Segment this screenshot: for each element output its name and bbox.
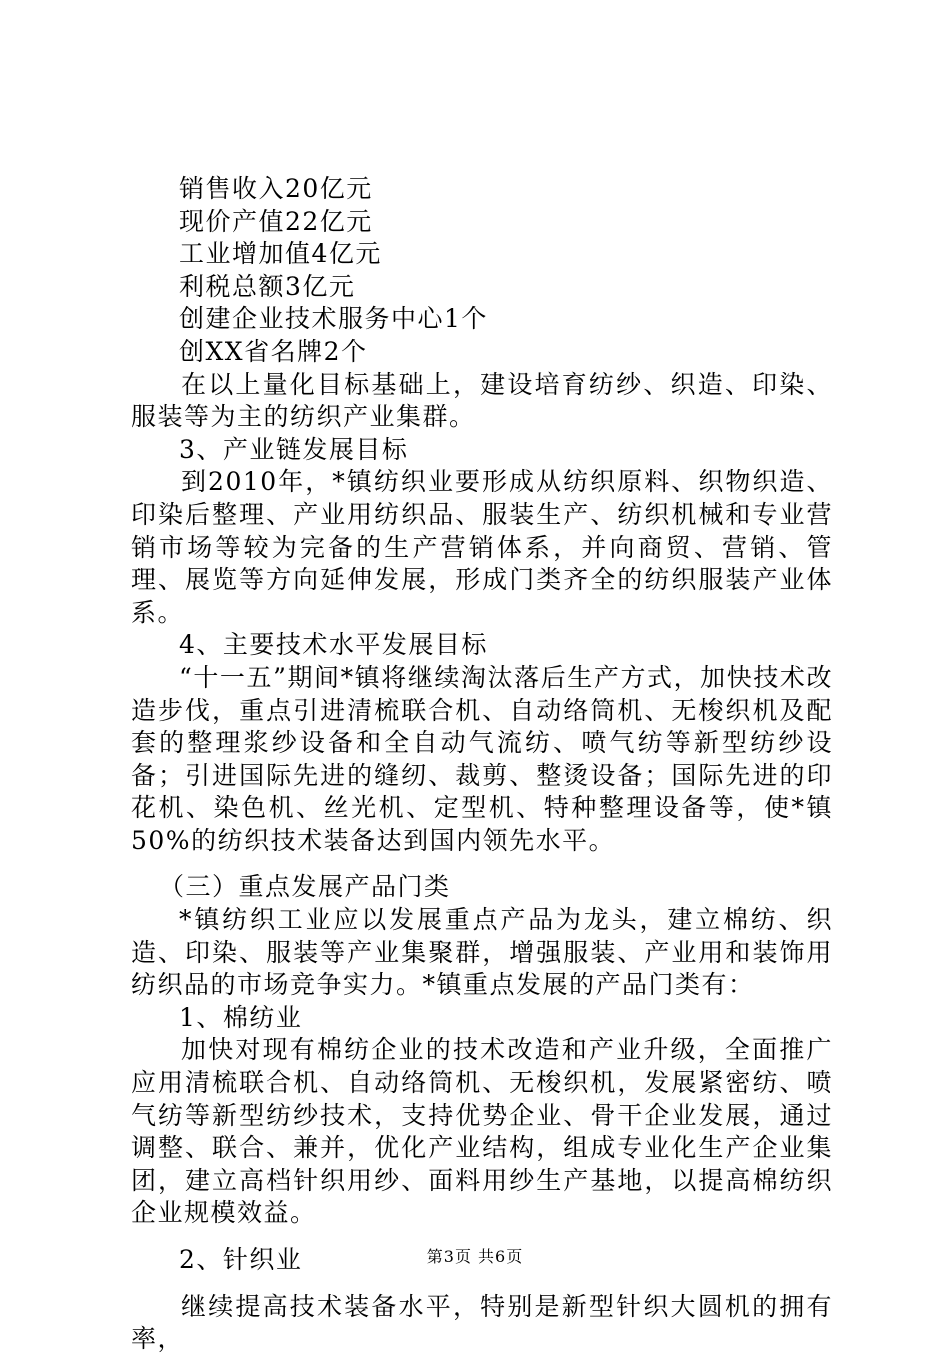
paragraph-output-value: 现价产值22亿元 (179, 206, 373, 236)
heading-cotton-spinning: 1、棉纺业 (179, 1002, 303, 1032)
paragraph-key-products: *镇纺织工业应以发展重点产品为龙头，建立棉纺、织造、印染、服装等产业集聚群，增强服装、产业用和装饰用纺织品的市场竞争实力。*镇重点发展的产品门类有： (131, 905, 833, 1000)
paragraph-industry-cluster: 在以上量化目标基础上，建设培育纺纱、织造、印染、服装等为主的纺织产业集群。 (131, 369, 833, 432)
document-body (131, 173, 833, 1356)
heading-tech-level-target: 4、主要技术水平发展目标 (179, 630, 488, 660)
paragraph-industry-chain: 到2010年，*镇纺织业要形成从纺织原料、织物织造、印染后整理、产业用纺织品、服装生产、纺织机械和专业营销市场等较为完备的生产营销体系，并向商贸、营销、管理、展览等方向延伸发展，形成门类齐全的纺织服装产业体系。 (131, 467, 833, 627)
paragraph-cotton-spinning: 加快对现有棉纺企业的技术改造和产业升级，全面推广应用清梳联合机、自动络筒机、无梭织机，发展紧密纺、喷气纺等新型纺纱技术，支持优势企业、骨干企业发展，通过调整、联合、兼并，优化产业结构，组成专业化生产企业集团，建立高档针织用纱、面料用纱生产基地，以提高棉纺织企业规模效益。 (131, 1035, 833, 1228)
page-footer (0, 1244, 950, 1267)
heading-knitting: 2、针织业 (179, 1245, 303, 1274)
paragraph-tech-level: “十一五”期间*镇将继续淘汰落后生产方式，加快技术改造步伐，重点引进清梳联合机、自动络筒机、无梭织机及配套的整理浆纱设备和全自动气流纺、喷气纺等新型纺纱设备；引进国际先进的缝纫、裁剪、整烫设备；国际先进的印花机、染色机、丝光机、定型机、特种整理设备等，使*镇50%的纺织技术装备达到国内领先水平。 (131, 662, 833, 855)
heading-industry-chain-target: 3、产业链发展目标 (179, 434, 409, 464)
paragraph-tech-service-center: 创建企业技术服务中心1个 (179, 304, 488, 334)
paragraph-provincial-brand: 创XX省名牌2个 (179, 336, 368, 366)
paragraph-industrial-added-value: 工业增加值4亿元 (179, 239, 382, 269)
page-number: 第3页 共6页 (426, 1247, 524, 1266)
paragraph-profit-tax: 利税总额3亿元 (179, 271, 356, 301)
paragraph-sales-revenue: 销售收入20亿元 (179, 174, 373, 203)
paragraph-knitting: 继续提高技术装备水平，特别是新型针织大圆机的拥有率， (131, 1291, 833, 1354)
heading-key-products: （三）重点发展产品门类 (159, 872, 451, 902)
